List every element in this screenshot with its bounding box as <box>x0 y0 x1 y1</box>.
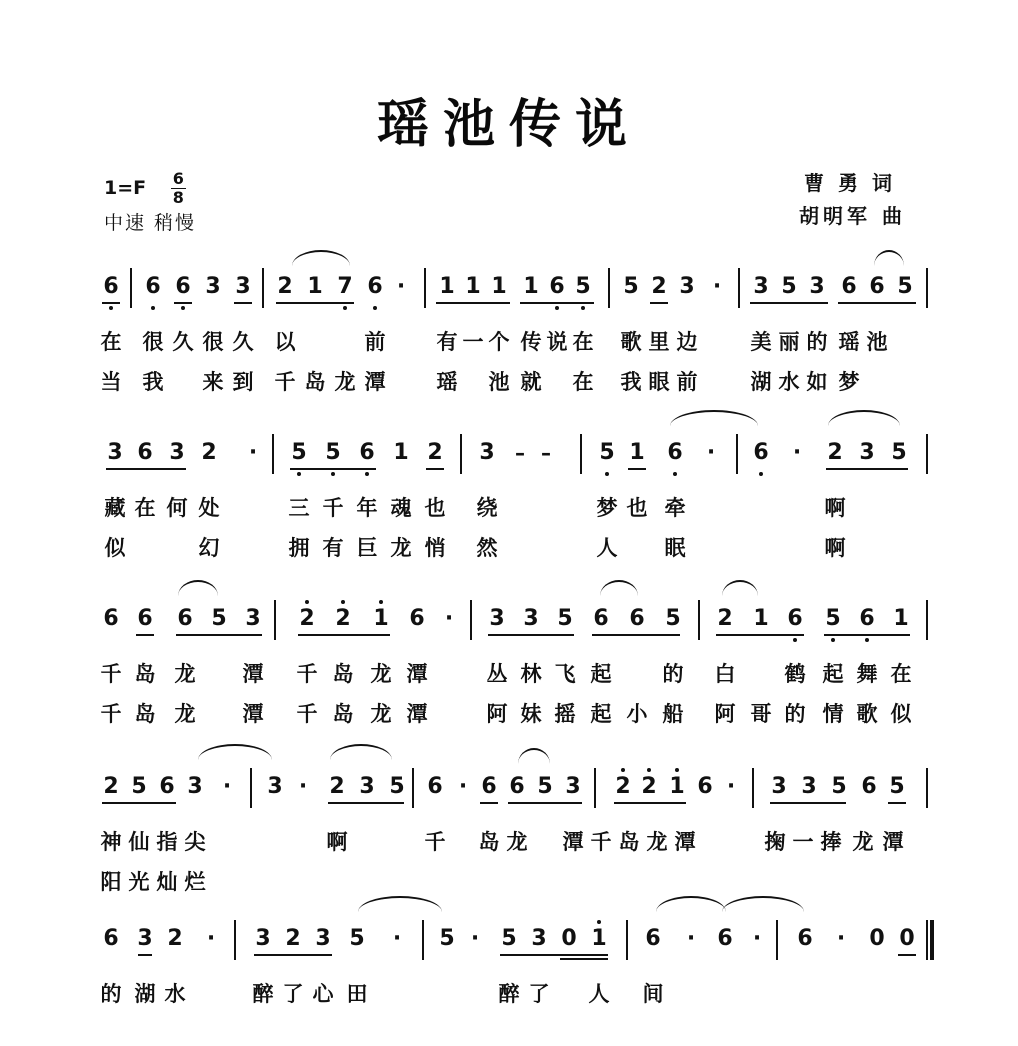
note: 3 <box>107 440 123 465</box>
barline <box>262 268 264 308</box>
notation-line: 3 6 3 2 · 5 5 6 1 2 3 – – 5 1 6 · 6 · 2 3 5 <box>100 428 930 488</box>
note: 6 <box>481 774 497 799</box>
note: 6 <box>861 774 877 799</box>
barline <box>926 768 928 808</box>
barline <box>412 768 414 808</box>
note: 3 <box>315 926 331 951</box>
note: 7 <box>334 274 356 300</box>
note: 0 <box>869 926 885 951</box>
barline <box>626 920 628 960</box>
slur <box>874 250 904 266</box>
note: 3 <box>205 274 221 299</box>
barline <box>460 434 462 474</box>
slur <box>670 410 758 426</box>
note: 6 <box>137 606 153 631</box>
note: 6 <box>629 606 645 631</box>
slur <box>722 580 758 596</box>
note: 3 <box>255 926 271 951</box>
note: 2 <box>638 774 660 800</box>
score-system-5 <box>100 914 930 1014</box>
note: 2 <box>277 274 293 299</box>
slur <box>330 744 392 760</box>
barline <box>752 768 754 808</box>
note: 3 <box>753 274 769 299</box>
barline <box>698 600 700 640</box>
barline <box>736 434 738 474</box>
lyric-verse-2: 阳 光 灿 烂 <box>100 870 206 894</box>
note: 5 <box>288 440 310 466</box>
note: 2 <box>285 926 301 951</box>
final-barline-thick <box>930 920 934 960</box>
notation-line: 6 6 6 5 3 2 2 1 6 · 3 3 5 6 6 5 2 1 6 5 6 1 <box>100 594 930 654</box>
note: 1 <box>465 274 481 299</box>
note: 5 <box>889 774 905 799</box>
note: 6 <box>172 274 194 300</box>
notation-line: 2 5 6 3 · 3 · 2 3 5 6 · 6 6 5 3 2 2 1 6 · 3 3 5 6 5 <box>100 762 930 822</box>
note: 5 <box>439 926 455 951</box>
note: 6 <box>356 440 378 466</box>
score-system-3 <box>100 594 930 734</box>
note: 6 <box>593 606 609 631</box>
barline <box>738 268 740 308</box>
note: 5 <box>322 440 344 466</box>
note: 5 <box>891 440 907 465</box>
note: 3 <box>235 274 251 299</box>
barline <box>608 268 610 308</box>
note: 5 <box>572 274 594 300</box>
note: 6 <box>364 274 386 300</box>
slur <box>828 410 900 426</box>
note: 6 <box>103 606 119 631</box>
note: 2 <box>329 774 345 799</box>
note: 2 <box>717 606 733 631</box>
note: 6 <box>797 926 813 951</box>
note: 6 <box>869 274 885 299</box>
note: 1 <box>307 274 323 299</box>
key-signature <box>104 170 186 207</box>
note: 1 <box>588 926 610 952</box>
barline <box>580 434 582 474</box>
note: 5 <box>781 274 797 299</box>
lyric-verse-2: 似 幻 拥 有 巨 龙 悄 然 人 眠 啊 <box>104 536 846 560</box>
note: 6 <box>509 774 525 799</box>
note: 3 <box>169 440 185 465</box>
note: 5 <box>501 926 517 951</box>
note: 3 <box>801 774 817 799</box>
note: 6 <box>784 606 806 632</box>
barline <box>234 920 236 960</box>
note: 6 <box>159 774 175 799</box>
note: 3 <box>359 774 375 799</box>
song-title: 瑶池传说 <box>376 95 641 155</box>
note: 5 <box>557 606 573 631</box>
note: 0 <box>561 926 577 951</box>
slur <box>518 748 550 764</box>
lyric-verse-1: 神 仙 指 尖 啊 千 岛 龙 潭 千 岛 龙 潭 掬 一 捧 龙 潭 <box>100 830 904 854</box>
slur <box>292 250 350 266</box>
lyric-verse-1: 藏 在 何 处 三 千 年 魂 也 绕 梦 也 牵 啊 <box>104 496 846 520</box>
note: 5 <box>349 926 365 951</box>
barline <box>422 920 424 960</box>
key-label: 1=F <box>104 177 147 199</box>
score-system-4 <box>100 762 930 902</box>
note: 6 <box>137 440 153 465</box>
lyric-verse-2: 当 我 来 到 千 岛 龙 潭 瑶 池 就 在 我 眼 前 湖 水 如 梦 <box>100 370 860 394</box>
note: 1 <box>491 274 507 299</box>
tempo-marking: 中速 稍慢 <box>104 212 197 234</box>
note: 6 <box>177 606 193 631</box>
barline <box>272 434 274 474</box>
note: 2 <box>296 606 318 632</box>
note: 3 <box>523 606 539 631</box>
note: 1 <box>666 774 688 800</box>
slur <box>600 580 638 596</box>
note: 2 <box>201 440 217 465</box>
note: 3 <box>245 606 261 631</box>
note: 2 <box>103 774 119 799</box>
barline <box>130 268 132 308</box>
note: 6 <box>664 440 686 466</box>
barline <box>250 768 252 808</box>
note: 5 <box>822 606 844 632</box>
note: 6 <box>645 926 661 951</box>
notation-line: 6 6 6 3 3 2 1 7 6 · 1 1 1 1 6 5 5 2 3 · 3 5 3 6 6 5 <box>100 262 930 322</box>
composer-credit: 胡明军 曲 <box>799 204 906 228</box>
lyricist-credit: 曹勇词 <box>804 171 906 195</box>
note: 3 <box>489 606 505 631</box>
note: 6 <box>409 606 425 631</box>
note: 3 <box>565 774 581 799</box>
note: 3 <box>809 274 825 299</box>
note: 5 <box>389 774 405 799</box>
time-signature: $\frac{6}{8}$ <box>172 169 184 207</box>
note: 5 <box>596 440 618 466</box>
note: 5 <box>665 606 681 631</box>
note: 3 <box>187 774 203 799</box>
note: 3 <box>479 440 495 465</box>
note: 2 <box>827 440 843 465</box>
lyric-verse-1: 千 岛 龙 潭 千 岛 龙 潭 丛 林 飞 起 的 白 鹤 起 舞 在 <box>100 662 912 686</box>
score-system-2 <box>100 428 930 568</box>
note: 2 <box>167 926 183 951</box>
note: 6 <box>142 274 164 300</box>
note: 6 <box>546 274 568 300</box>
final-barline-thin <box>926 920 928 960</box>
note: 5 <box>897 274 913 299</box>
note: 3 <box>137 926 153 951</box>
barline <box>926 434 928 474</box>
note: 6 <box>427 774 443 799</box>
lyric-verse-1: 在 很 久 很 久 以 前 有 一 个 传 说 在 歌 里 边 美 丽 的 瑶 池 <box>100 330 888 354</box>
slur <box>178 580 218 596</box>
note: 1 <box>393 440 409 465</box>
score-system-1 <box>100 262 930 402</box>
note: 5 <box>131 774 147 799</box>
note: 6 <box>103 926 119 951</box>
note: 5 <box>623 274 639 299</box>
barline <box>424 268 426 308</box>
note: 6 <box>856 606 878 632</box>
note: 5 <box>831 774 847 799</box>
note: 1 <box>629 440 645 465</box>
note: 3 <box>267 774 283 799</box>
note: 1 <box>370 606 392 632</box>
note: 3 <box>531 926 547 951</box>
note: 6 <box>717 926 733 951</box>
barline <box>926 600 928 640</box>
note: 1 <box>753 606 769 631</box>
note: 2 <box>651 274 667 299</box>
lyric-verse-2: 千 岛 龙 潭 千 岛 龙 潭 阿 妹 摇 起 小 船 阿 哥 的 情 歌 似 <box>100 702 912 726</box>
note: 6 <box>100 274 122 300</box>
barline <box>594 768 596 808</box>
notation-line: 6 3 2 · 3 2 3 5 · 5 · 5 3 0 1 6 · 6 · 6 · 0 0 <box>100 914 930 974</box>
note: 6 <box>841 274 857 299</box>
note: 3 <box>771 774 787 799</box>
note: 3 <box>679 274 695 299</box>
note: 5 <box>211 606 227 631</box>
note: 6 <box>697 774 713 799</box>
note: 2 <box>427 440 443 465</box>
barline <box>776 920 778 960</box>
note: 1 <box>893 606 909 631</box>
note: 2 <box>612 774 634 800</box>
lyric-verse-1: 的 湖 水 醉 了 心 田 醉 了 人 间 <box>100 982 664 1006</box>
barline <box>274 600 276 640</box>
slur <box>198 744 272 760</box>
note: 6 <box>750 440 772 466</box>
note: 2 <box>332 606 354 632</box>
note: 1 <box>439 274 455 299</box>
note: 3 <box>859 440 875 465</box>
note: 0 <box>899 926 915 951</box>
note: 5 <box>537 774 553 799</box>
barline <box>470 600 472 640</box>
barline <box>926 268 928 308</box>
note: 1 <box>523 274 539 299</box>
